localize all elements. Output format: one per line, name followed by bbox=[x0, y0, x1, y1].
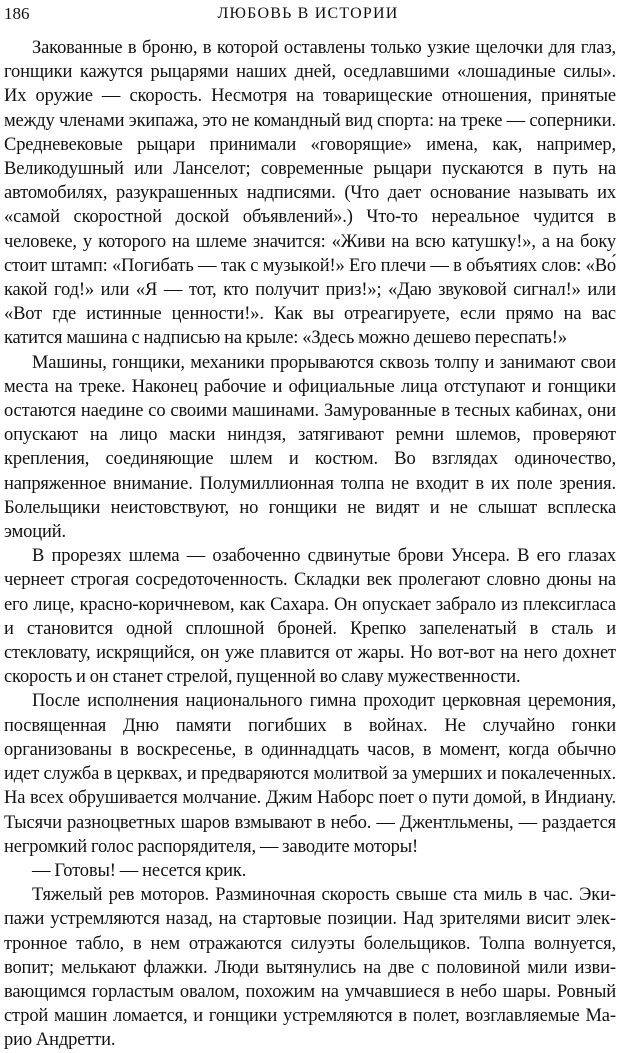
paragraph: В прорезях шлема — озабоченно сдвинутые брови Унсера. В его глазах чернеет строгая сосредоточенность. Складки век пролегают словно дюны на его лице, красно-коричневом, как Сахара. Он опускает забрало из плексигласа и становится одной сплошной броней. Крепко запеленатый в сталь и стекловату, искрящийся, он уже плавится от жары. Но вот-вот на него дохнет скорость и он станет стрелой, пущенной во славу мужественности. bbox=[4, 546, 616, 688]
paragraph: Машины, гонщики, механики прорываются сквозь толпу и занимают свои места на треке. Наконец рабочие и официальные лица отступают и гонщики остаются наедине со своими машинами. Замурованные в тесных кабинах, они опускают на лицо маски ниндзя, затягивают ремни шлемов, проверяют крепления, соединяющие шлем и костюм. Во взглядах одиночество, напряженное внимание. Полумиллионная толпа не входит в их поле зрения. Болельщики неистовствуют, но гонщики не видят и не слышат всплеска эмоций. bbox=[4, 352, 616, 543]
paragraph: Тяжелый рев моторов. Разминочная скорость свыше ста миль в час. Экипажи устремляются назад, на стартовые позиции. Над зрителями висит электронное табло, в нем отражаются силуэты болельщиков. Толпа волнуется, вопит; мелькают флажки. Люди вытянулись на две с половиной мили извивающимся горластым овалом, похожим на умчавшиеся в небо шары. Ровный строй машин ломается, и гонщики устремляются в полет, возглавляемые Марио Андретти. bbox=[4, 885, 616, 1051]
page-number: 186 bbox=[4, 4, 30, 23]
paragraph: После исполнения национального гимна проходит церковная церемония, посвященная Дню памяти погибших в войнах. Не случайно гонки организованы в воскресенье, в одиннадцать часов, в момент, когда обычно идет служба в церквах, и предваряются молитвой за умерших и покалеченных. На всех обрушивается молчание. Джим Наборс поет о пути домой, в Индиану. Тысячи разноцветных шаров взмывают в небо. — Джентльмены, — раздается негромкий голос распорядителя, — заводите моторы! bbox=[4, 691, 616, 857]
running-title: ЛЮБОВЬ В ИСТОРИИ bbox=[217, 5, 399, 22]
page-header bbox=[4, 3, 612, 27]
paragraph: — Готовы! — несется крик. bbox=[32, 860, 247, 881]
body-text bbox=[4, 36, 616, 1053]
paragraph: Закованные в броню, в которой оставлены только узкие щелочки для глаз, гонщики кажутся рыцарями наших дней, оседлавшими «лошадиные силы». Их оружие — скорость. Несмотря на товарищеские отношения, принятые между членами экипажа, это не командный вид спорта: на треке — соперники. Средневековые рыцари принимали «говорящие» имена, как, например, Великодушный или Ланселот; современные рыцари пускаются в путь на автомобилях, разукрашенных надписями. (Что дает основание называть их «самой скоростной доской объявлений».) Что-то нереальное чудится в человеке, у которого на шлеме значится: «Живи на всю катушку!», а на боку стоит штамп: «Погибать — так с музыкой!» Его плечи — в объятиях слов: «Во́ какой год!» или «Я — тот, кто получит приз!»; «Даю звуковой сигнал!» или «Вот где истинные ценности!». Как вы отреагируете, если прямо на вас катится машина с надписью на крыле: «Здесь можно дешево переспать!» bbox=[4, 38, 616, 349]
